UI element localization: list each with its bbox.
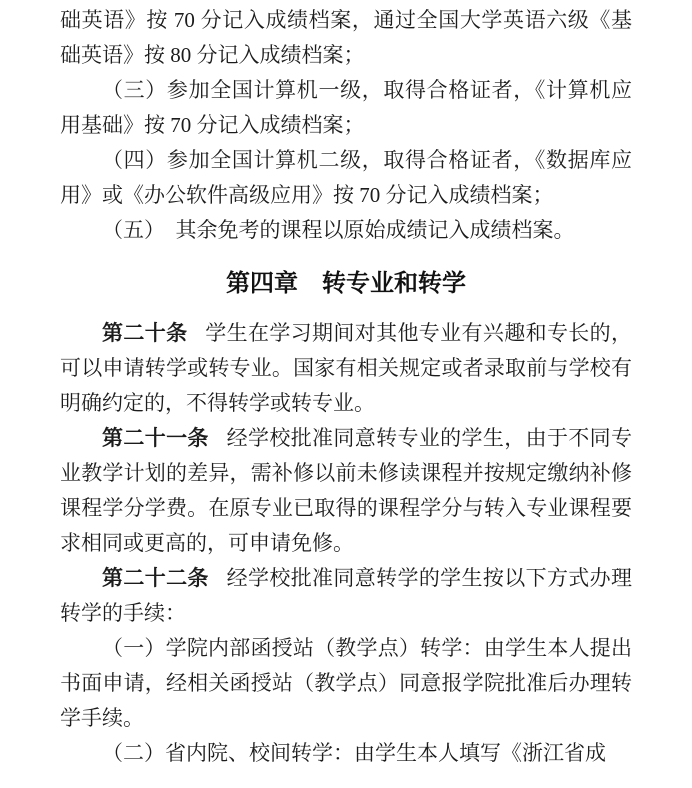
paragraph-continuation: 础英语》按 70 分记入成绩档案，通过全国大学英语六级《基础英语》按 80 分记入成绩档案； (60, 8, 632, 67)
article-21-text: 经学校批准同意转专业的学生，由于不同专业教学计划的差异，需补修以前未修读课程并按规定缴纳补修课程学分学费。在原专业已取得的课程学分与转入专业课程要求相同或更高的，可申请免修。 (60, 426, 633, 555)
article-21-paragraph (60, 421, 632, 561)
paragraph-transfer-internal: （一）学院内部函授站（教学点）转学：由学生本人提出书面申请，经相关函授站（教学点）同意报学院批准后办理转学手续。 (60, 636, 632, 730)
article-22-text: 经学校批准同意转学的学生按以下方式办理转学的手续： (60, 566, 633, 625)
paragraph-item-4: （四）参加全国计算机二级，取得合格证者，《数据库应用》或《办公软件高级应用》按 70 分记入成绩档案； (60, 148, 632, 207)
article-20-paragraph (60, 316, 632, 421)
paragraph-transfer-provincial: （二）省内院、校间转学：由学生本人填写《浙江省成 (102, 741, 606, 765)
chapter-heading: 第四章 转专业和转学 (226, 270, 466, 297)
paragraph-item-5: （五） 其余免考的课程以原始成绩记入成绩档案。 (102, 218, 575, 242)
article-21-number: 第二十一条 (102, 427, 209, 450)
article-22-paragraph (60, 561, 632, 631)
article-20-number: 第二十条 (102, 322, 188, 345)
paragraph-item-3: （三）参加全国计算机一级，取得合格证者，《计算机应用基础》按 70 分记入成绩档案； (60, 78, 632, 137)
article-20-text: 学生在学习期间对其他专业有兴趣和专长的，可以申请转学或转专业。国家有相关规定或者录取前与学校有明确约定的，不得转学或转专业。 (60, 321, 633, 415)
article-22-number: 第二十二条 (102, 567, 209, 590)
